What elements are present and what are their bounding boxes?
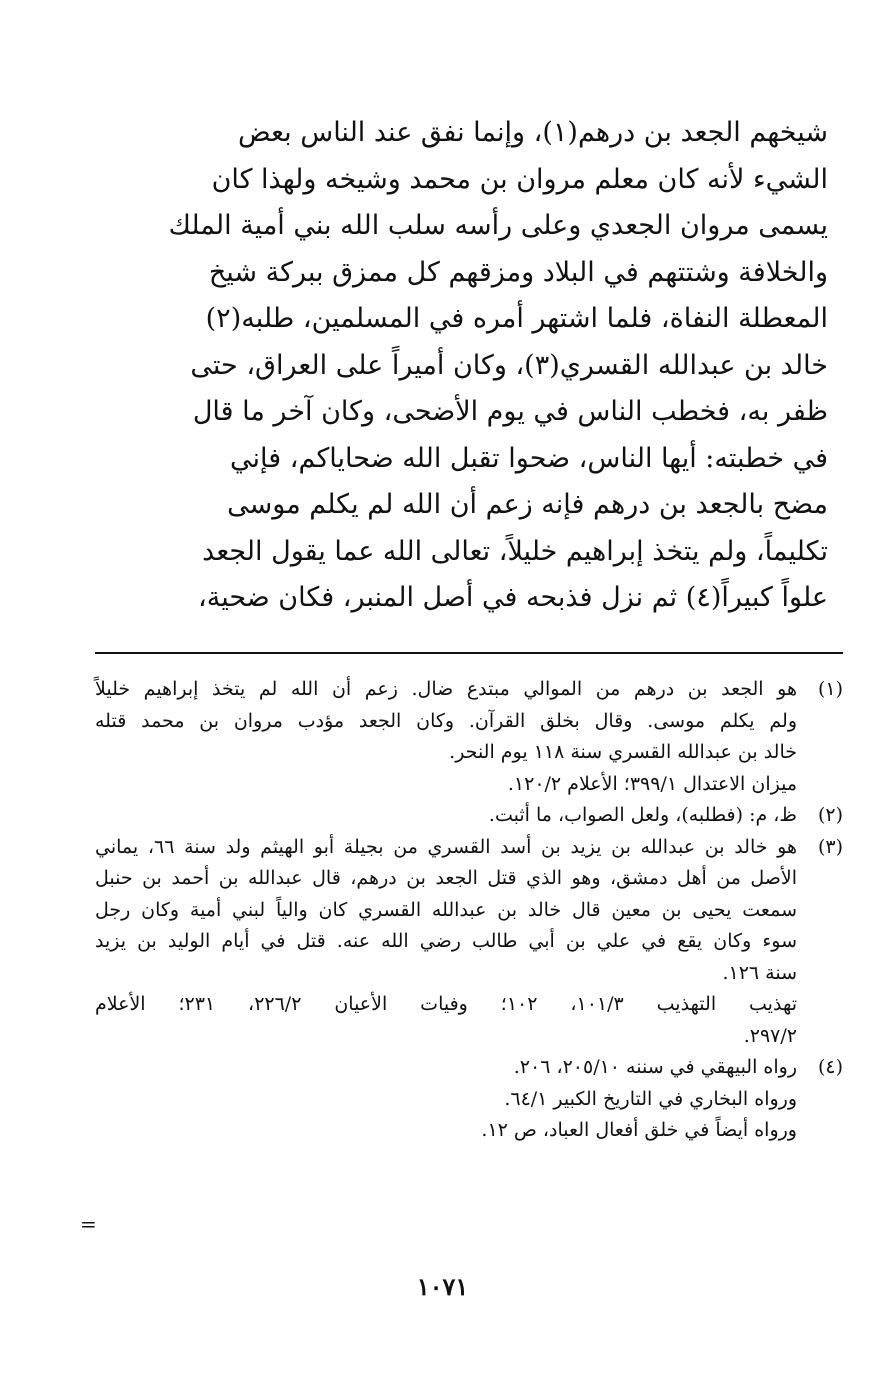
main-text-line: يسمى مروان الجعدي وعلى رأسه سلب الله بني أمية الملك — [168, 210, 828, 241]
footnotes-section — [95, 674, 843, 1147]
footnote-line: سوء وكان يقع في علي بن أبي طالب رضي الله عنه. قتل في أيام الوليد بن يزيد — [95, 930, 797, 952]
footnote-line: رواه البيهقي في سننه ٢٠٥/١٠، ٢٠٦. — [513, 1056, 797, 1078]
main-text-line: المعطلة النفاة، فلما اشتهر أمره في المسلمين، طلبه(٢) — [205, 303, 828, 334]
footnote-line: هو الجعد بن درهم من الموالي مبتدع ضال. زعم أن الله لم يتخذ إبراهيم خليلاً — [95, 678, 797, 700]
footnote-line: سمعت يحيى بن معين قال خالد بن عبدالله القسري كان والياً لبني أمية وكان رجل — [95, 898, 797, 921]
footnote-line: خالد بن عبدالله القسري سنة ١١٨ يوم النحر. — [449, 741, 797, 763]
footnote-number: (٣) — [817, 835, 843, 858]
page-number: ١٠٧١ — [416, 1272, 469, 1301]
footnote-line: ولم يكلم موسى. وقال بخلق القرآن. وكان الجعد مؤدب مروان بن محمد قتله — [95, 709, 797, 732]
footnote-line: تهذيب التهذيب ١٠١/٣، ١٠٢؛ وفيات الأعيان ٢٢٦/٢، ٢٣١؛ الأعلام — [95, 993, 797, 1015]
footnote-4 — [95, 1052, 843, 1147]
footnote-1 — [95, 674, 843, 800]
footnote-number: (٤) — [817, 1056, 843, 1078]
main-text-line: والخلافة وشتتهم في البلاد ومزقهم كل ممزق ببركة شيخ — [208, 256, 828, 288]
footnote-line: ميزان الاعتدال ٣٩٩/١؛ الأعلام ١٢٠/٢. — [507, 772, 797, 795]
main-text-line: في خطبته: أيها الناس، ضحوا تقبل الله ضحاياكم، فإني — [230, 442, 828, 474]
main-text-body — [168, 110, 828, 622]
footnote-line: ورواه أيضاً في خلق أفعال العباد، ص ١٢. — [481, 1119, 797, 1141]
footnote-line: الأصل من أهل دمشق، وهو الذي قتل الجعد بن درهم، قال عبدالله بن أحمد بن حنبل — [95, 867, 797, 889]
footnote-2 — [95, 800, 843, 832]
footnote-line: هو خالد بن عبدالله بن يزيد بن أسد القسري من بجيلة أبو الهيثم ولد سنة ٦٦، يماني — [95, 835, 797, 858]
main-text-line: شيخهم الجعد بن درهم(١)، وإنما نفق عند الناس بعض — [238, 117, 828, 148]
main-text-line: خالد بن عبدالله القسري(٣)، وكان أميراً على العراق، حتى — [190, 349, 828, 381]
main-text-line: تكليماً، ولم يتخذ إبراهيم خليلاً، تعالى الله عما يقول الجعد — [202, 535, 828, 567]
footnote-line: ورواه البخاري في التاريخ الكبير ٦٤/١. — [504, 1087, 797, 1110]
footnote-line: ظ، م: (فطلبه)، ولعل الصواب، ما أثبت. — [488, 804, 797, 826]
footnote-line: سنة ١٢٦. — [722, 961, 797, 984]
footnote-3 — [95, 832, 843, 1053]
main-text-line: ظفر به، فخطب الناس في يوم الأضحى، وكان آخر ما قال — [192, 396, 828, 427]
main-text-line: الشيء لأنه كان معلم مروان بن محمد وشيخه ولهذا كان — [211, 163, 828, 195]
footnote-line: ٢٩٧/٢. — [743, 1024, 797, 1047]
footnote-number: (٢) — [817, 804, 843, 826]
continuation-mark: = — [80, 1212, 97, 1236]
main-text-line: علواً كبيراً(٤) ثم نزل فذبحه في أصل المنبر، فكان ضحية، — [198, 582, 828, 613]
footnote-number: (١) — [817, 678, 843, 700]
main-text-line: مضح بالجعد بن درهم فإنه زعم أن الله لم يكلم موسى — [227, 489, 828, 520]
footnote-divider — [95, 652, 843, 654]
